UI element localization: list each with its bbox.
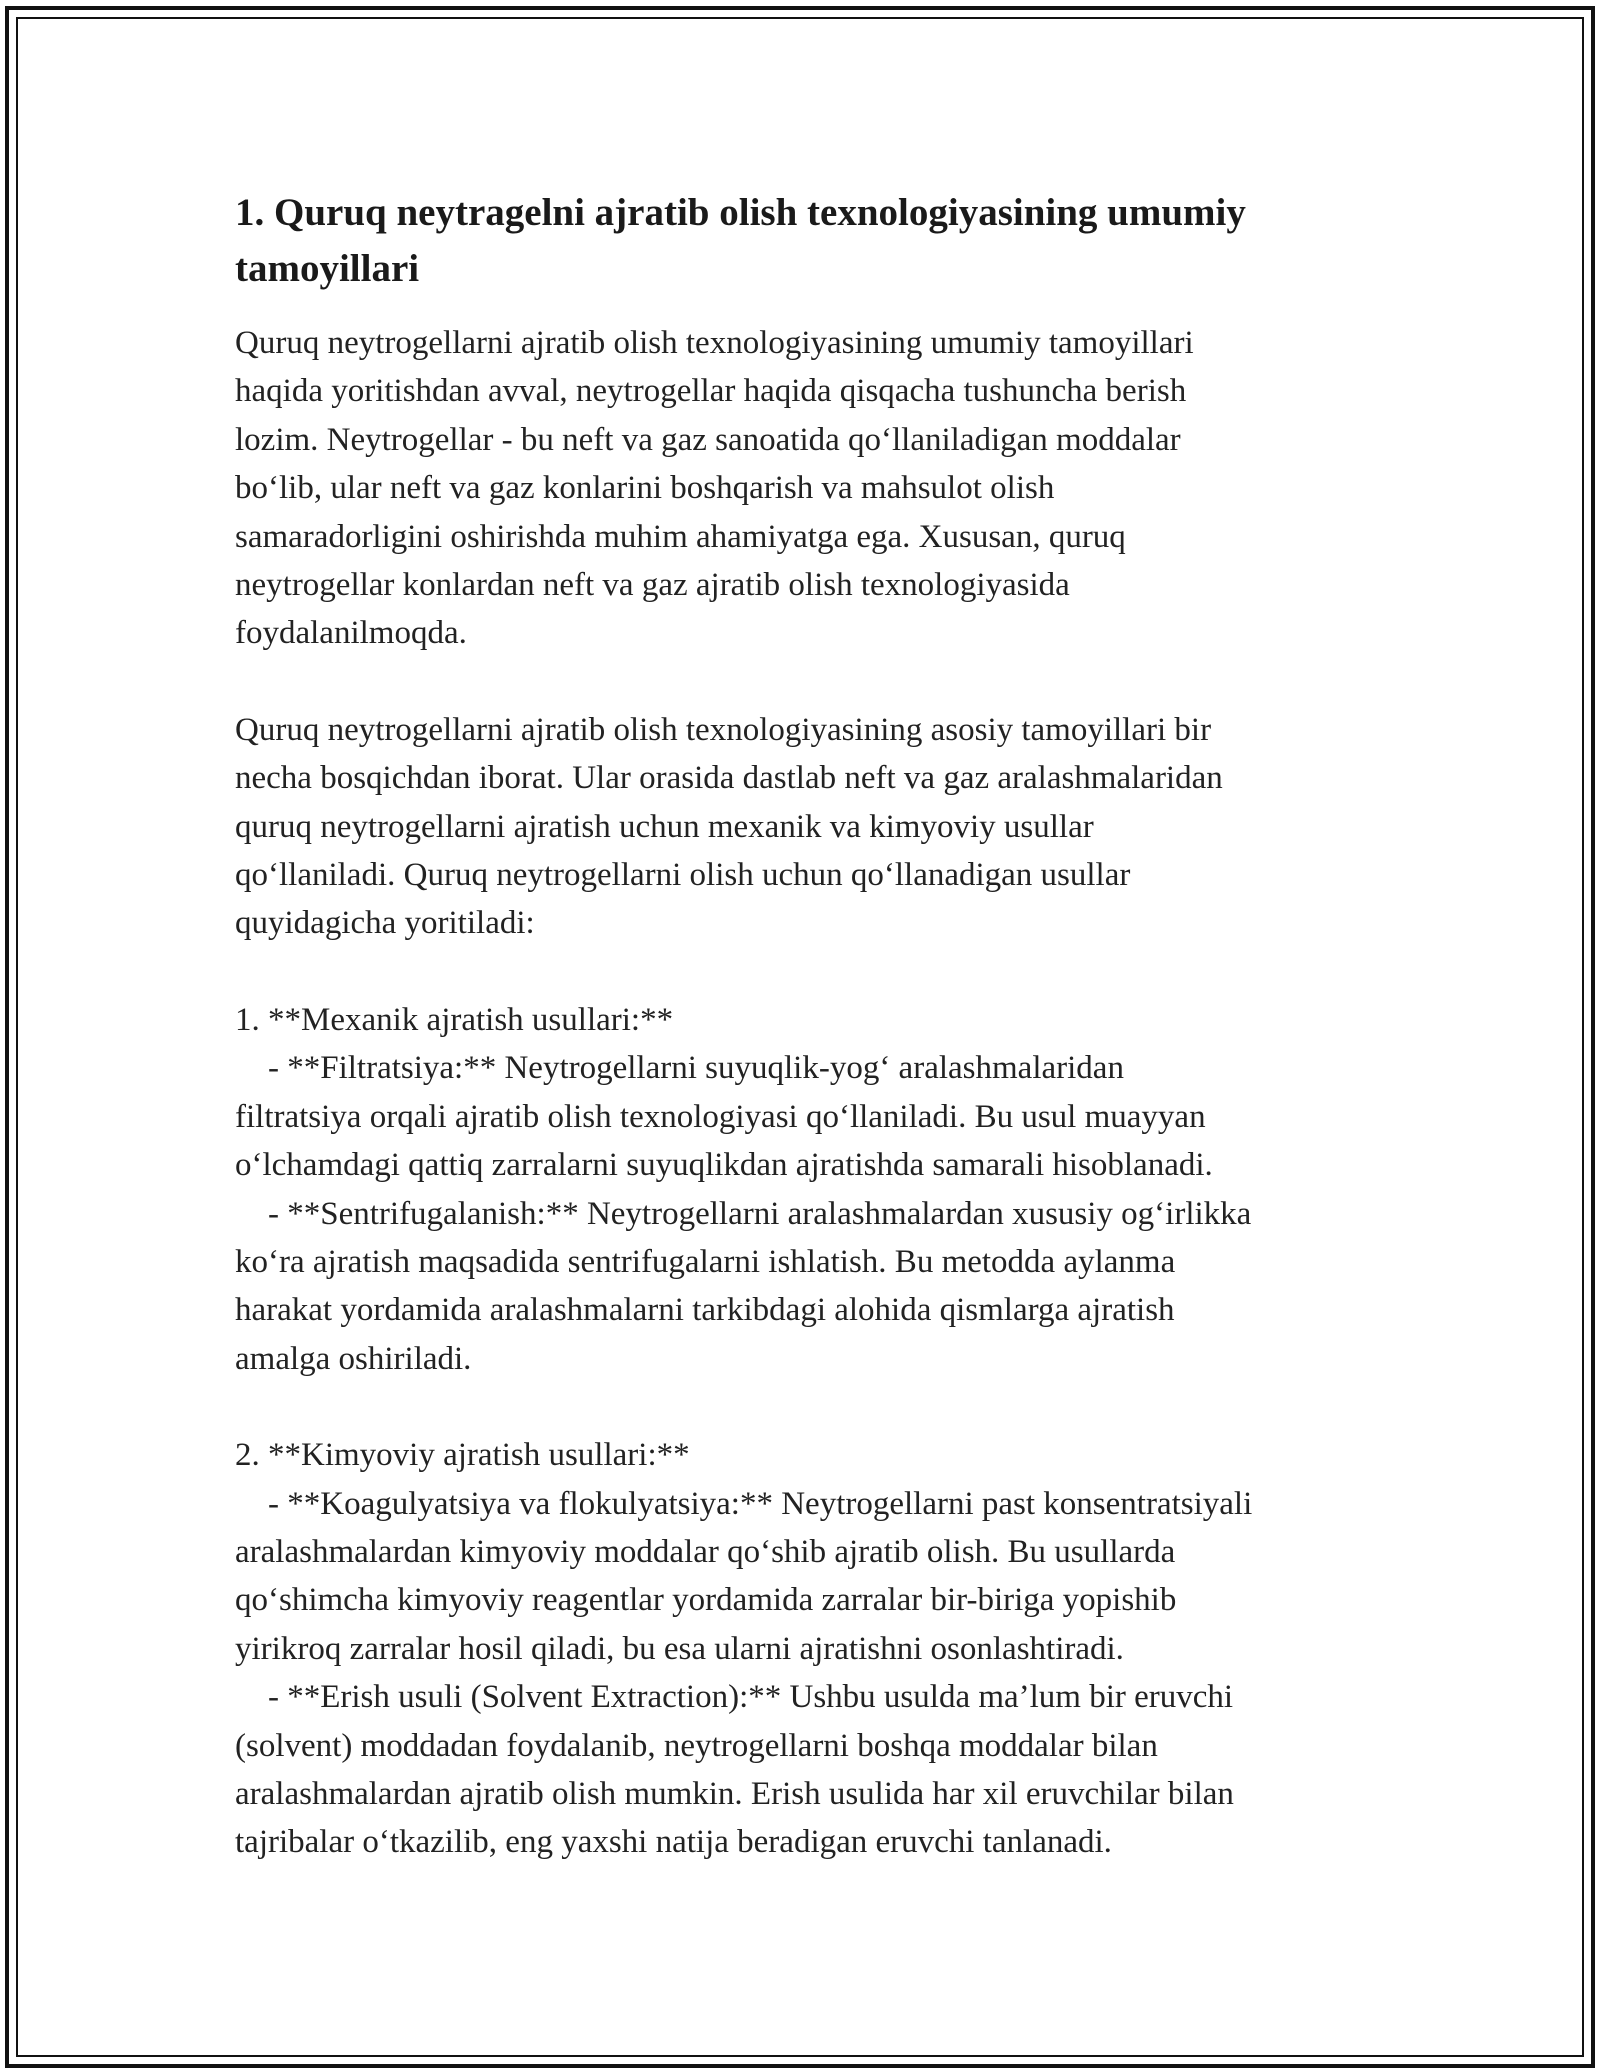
section-mechanical-methods bbox=[235, 996, 1385, 1383]
list-item-line: - **Sentrifugalanish:** Neytrogellarni aralashmalardan xususiy og‘irlikka bbox=[235, 1195, 1252, 1232]
text-line: lozim. Neytrogellar - bu neft va gaz sanoatida qo‘llaniladigan moddalar bbox=[235, 421, 1181, 458]
text-line: yirikroq zarralar hosil qiladi, bu esa ularni ajratishni osonlashtiradi. bbox=[235, 1630, 1124, 1667]
paragraph-gap bbox=[235, 1383, 1385, 1431]
text-line: amalga oshiriladi. bbox=[235, 1340, 472, 1377]
paragraph-principles bbox=[235, 706, 1385, 948]
document-page bbox=[235, 185, 1385, 1867]
text-line: Quruq neytrogellarni ajratib olish texnologiyasining umumiy tamoyillari bbox=[235, 325, 1194, 361]
text-line: quyidagicha yoritiladi: bbox=[235, 905, 535, 942]
paragraph-intro bbox=[235, 319, 1385, 658]
text-line: aralashmalardan ajratib olish mumkin. Erish usulida har xil eruvchilar bilan bbox=[235, 1775, 1234, 1812]
text-line: qo‘llaniladi. Quruq neytrogellarni olish uchun qo‘llanadigan usullar bbox=[235, 857, 1131, 894]
text-line: neytrogellar konlardan neft va gaz ajratib olish texnologiyasida bbox=[235, 567, 1070, 604]
text-line: Quruq neytrogellarni ajratib olish texnologiyasining asosiy tamoyillari bir bbox=[235, 711, 1212, 748]
section-chemical-methods bbox=[235, 1431, 1385, 1867]
text-line: aralashmalardan kimyoviy moddalar qo‘shib ajratib olish. Bu usullarda bbox=[235, 1533, 1176, 1570]
text-line: o‘lchamdagi qattiq zarralarni suyuqlikdan ajratishda samarali hisoblanadi. bbox=[235, 1147, 1213, 1184]
text-line: (solvent) moddadan foydalanib, neytrogellarni boshqa moddalar bilan bbox=[235, 1727, 1158, 1764]
section-title-line: 2. **Kimyoviy ajratish usullari:** bbox=[235, 1437, 690, 1474]
text-line: quruq neytrogellarni ajratish uchun mexanik va kimyoviy usullar bbox=[235, 808, 1094, 845]
text-line: bo‘lib, ular neft va gaz konlarini boshqarish va mahsulot olish bbox=[235, 470, 1055, 507]
text-line: ko‘ra ajratish maqsadida sentrifugalarni ishlatish. Bu metodda aylanma bbox=[235, 1243, 1176, 1280]
list-item-line: - **Erish usuli (Solvent Extraction):** Ushbu usulda ma’lum bir eruvchi bbox=[235, 1679, 1234, 1716]
document-heading bbox=[235, 185, 1385, 297]
text-line: foydalanilmoqda. bbox=[235, 615, 467, 652]
text-line: filtratsiya orqali ajratib olish texnologiyasi qo‘llaniladi. Bu usul muayyan bbox=[235, 1098, 1206, 1135]
text-line: samaradorligini oshirishda muhim ahamiyatga ega. Xususan, quruq bbox=[235, 518, 1126, 555]
text-line: necha bosqichdan iborat. Ular orasida dastlab neft va gaz aralashmalaridan bbox=[235, 760, 1223, 797]
list-item-line: - **Filtratsiya:** Neytrogellarni suyuqlik-yog‘ aralashmalaridan bbox=[235, 1050, 1124, 1087]
paragraph-gap bbox=[235, 948, 1385, 996]
text-line: tajribalar o‘tkazilib, eng yaxshi natija beradigan eruvchi tanlanadi. bbox=[235, 1824, 1112, 1861]
text-line: harakat yordamida aralashmalarni tarkibdagi alohida qismlarga ajratish bbox=[235, 1292, 1175, 1329]
heading-line: 1. Quruq neytragelni ajratib olish texnologiyasining umumiy bbox=[235, 191, 1246, 234]
heading-line: tamoyillari bbox=[235, 247, 420, 290]
list-item-line: - **Koagulyatsiya va flokulyatsiya:** Neytrogellarni past konsentratsiyali bbox=[235, 1485, 1253, 1522]
text-line: qo‘shimcha kimyoviy reagentlar yordamida zarralar bir-biriga yopishib bbox=[235, 1582, 1177, 1619]
paragraph-gap bbox=[235, 658, 1385, 706]
section-title-line: 1. **Mexanik ajratish usullari:** bbox=[235, 1001, 674, 1038]
text-line: haqida yoritishdan avval, neytrogellar haqida qisqacha tushuncha berish bbox=[235, 373, 1187, 410]
